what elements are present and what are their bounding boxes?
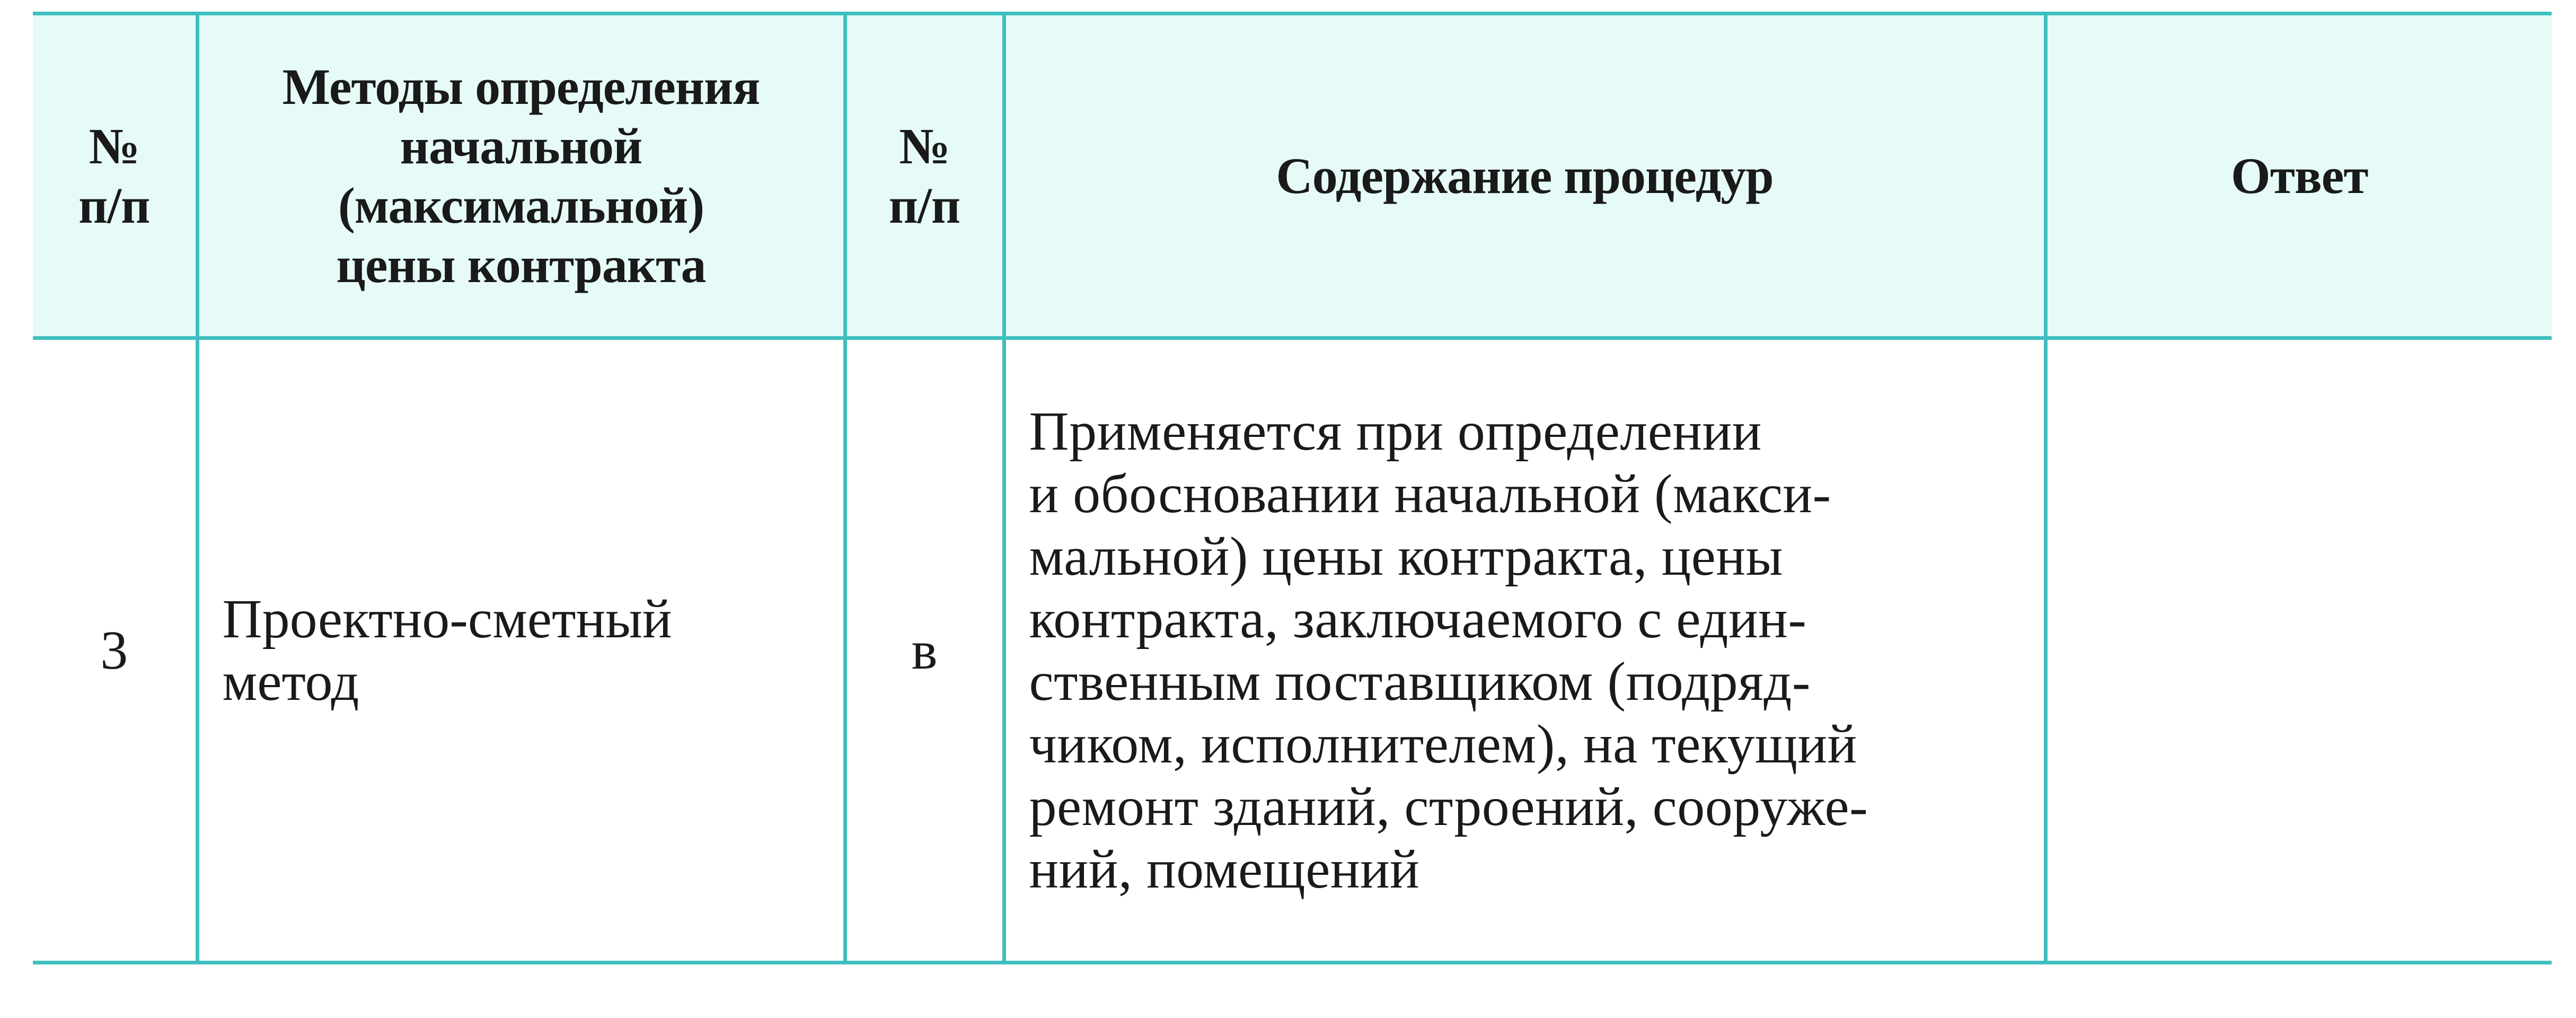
- header-number-1: № п/п: [33, 14, 197, 338]
- methods-table: [33, 12, 2552, 964]
- header-number-2: № п/п: [845, 14, 1004, 338]
- row-method: Проектно-сметный метод: [197, 338, 845, 963]
- header-answer: Ответ: [2045, 14, 2552, 338]
- header-procedure: Содержание процедур: [1004, 14, 2045, 338]
- row-letter: в: [845, 338, 1004, 963]
- row-procedure: Применяется при определении и обосновании начальной (макси- мальной) цены контракта, цены контракта, заключаемого с един- ственным поставщиком (подряд- чиком, исполнителем), на текущий ремонт зданий, строений, сооруже- ний, помещений: [1004, 338, 2045, 963]
- table-body: [33, 338, 2552, 963]
- table-row: [33, 338, 2552, 963]
- row-answer-cell[interactable]: [2045, 338, 2552, 963]
- table-header: [33, 14, 2552, 338]
- header-method: Методы определения начальной (максимальной) цены контракта: [197, 14, 845, 338]
- header-row: [33, 14, 2552, 338]
- row-number: 3: [33, 338, 197, 963]
